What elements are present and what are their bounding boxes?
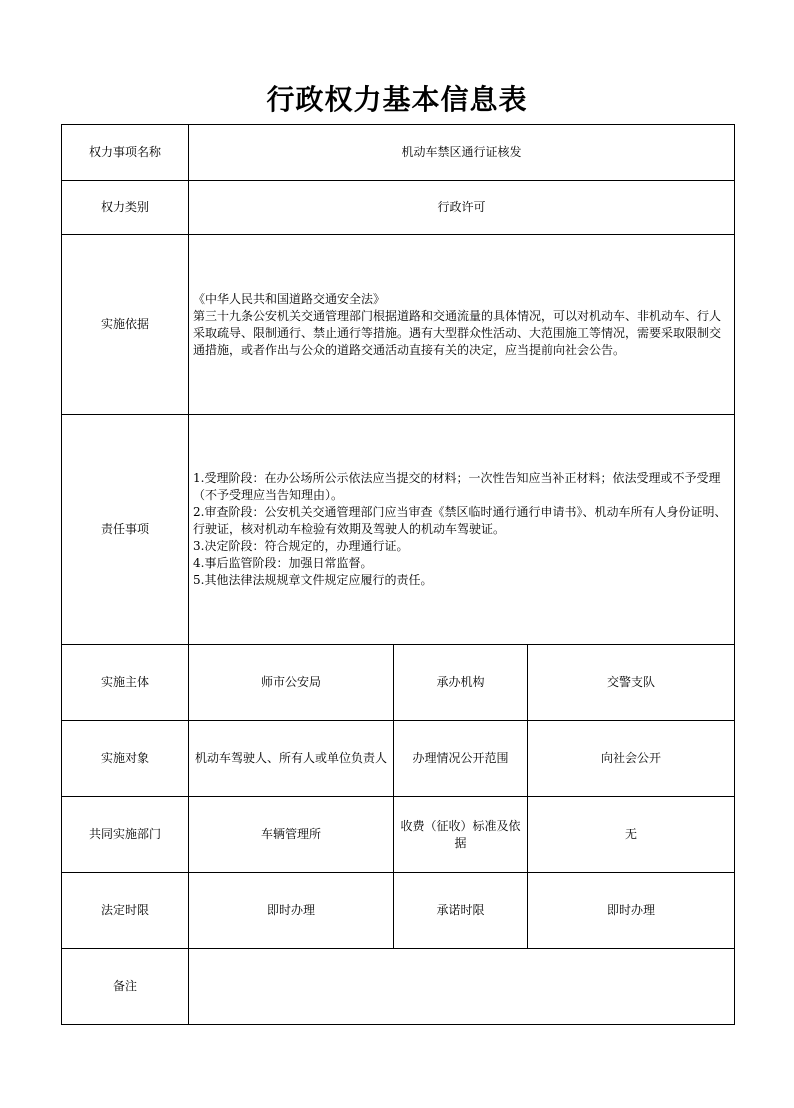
row-joint-dept: [62, 797, 735, 873]
label-responsibility: 责任事项: [62, 415, 189, 645]
responsibility-item: 4.事后监管阶段：加强日常监督。: [193, 556, 373, 570]
value-note: [189, 949, 735, 1025]
label-legal-time-limit: 法定时限: [62, 873, 189, 949]
value-power-type: 行政许可: [189, 181, 735, 235]
label-handling-org: 承办机构: [394, 645, 528, 721]
value-fee-standard: 无: [528, 797, 735, 873]
responsibility-item: 1.受理阶段：在办公场所公示依法应当提交的材料；一次性告知应当补正材料；依法受理或不予受理（不予受理应当告知理由）。: [193, 471, 721, 502]
value-joint-dept: 车辆管理所: [189, 797, 394, 873]
label-promised-time-limit: 承诺时限: [394, 873, 528, 949]
value-legal-time-limit: 即时办理: [189, 873, 394, 949]
row-power-name: [62, 125, 735, 181]
label-object: 实施对象: [62, 721, 189, 797]
value-promised-time-limit: 即时办理: [528, 873, 735, 949]
value-handling-org: 交警支队: [528, 645, 735, 721]
value-disclosure-scope: 向社会公开: [528, 721, 735, 797]
responsibility-item: 5.其他法律法规规章文件规定应履行的责任。: [193, 573, 433, 587]
label-power-name: 权力事项名称: [62, 125, 189, 181]
responsibility-item: 2.审查阶段：公安机关交通管理部门应当审查《禁区临时通行通行申请书》、机动车所有人身份证明、行驶证，核对机动车检验有效期及驾驶人的机动车驾驶证。: [193, 505, 727, 536]
label-power-type: 权力类别: [62, 181, 189, 235]
label-note: 备注: [62, 949, 189, 1025]
basis-law-title: 《中华人民共和国道路交通安全法》: [193, 291, 386, 306]
row-subject: [62, 645, 735, 721]
page-title: 行政权力基本信息表: [266, 83, 528, 116]
label-joint-dept: 共同实施部门: [62, 797, 189, 873]
value-subject: 师市公安局: [189, 645, 394, 721]
value-basis: [189, 235, 735, 415]
label-disclosure-scope: 办理情况公开范围: [394, 721, 528, 797]
label-fee-standard: 收费（征收）标准及依据: [394, 797, 528, 873]
row-power-type: [62, 181, 735, 235]
value-power-name: 机动车禁区通行证核发: [189, 125, 735, 181]
row-responsibility: [62, 415, 735, 645]
label-basis: 实施依据: [62, 235, 189, 415]
label-subject: 实施主体: [62, 645, 189, 721]
row-note: [62, 949, 735, 1025]
info-table: [61, 124, 735, 1025]
value-object: 机动车驾驶人、所有人或单位负责人: [189, 721, 394, 797]
row-time-limit: [62, 873, 735, 949]
row-object: [62, 721, 735, 797]
basis-article: 第三十九条公安机关交通管理部门根据道路和交通流量的具体情况，可以对机动车、非机动车、行人采取疏导、限制通行、禁止通行等措施。遇有大型群众性活动、大范围施工等情况，需要采取限制交通措施，或者作出与公众的道路交通活动直接有关的决定，应当提前向社会公告。: [193, 308, 722, 357]
row-basis: [62, 235, 735, 415]
responsibility-item: 3.决定阶段：符合规定的，办理通行证。: [193, 539, 409, 553]
value-responsibility: [189, 415, 735, 645]
